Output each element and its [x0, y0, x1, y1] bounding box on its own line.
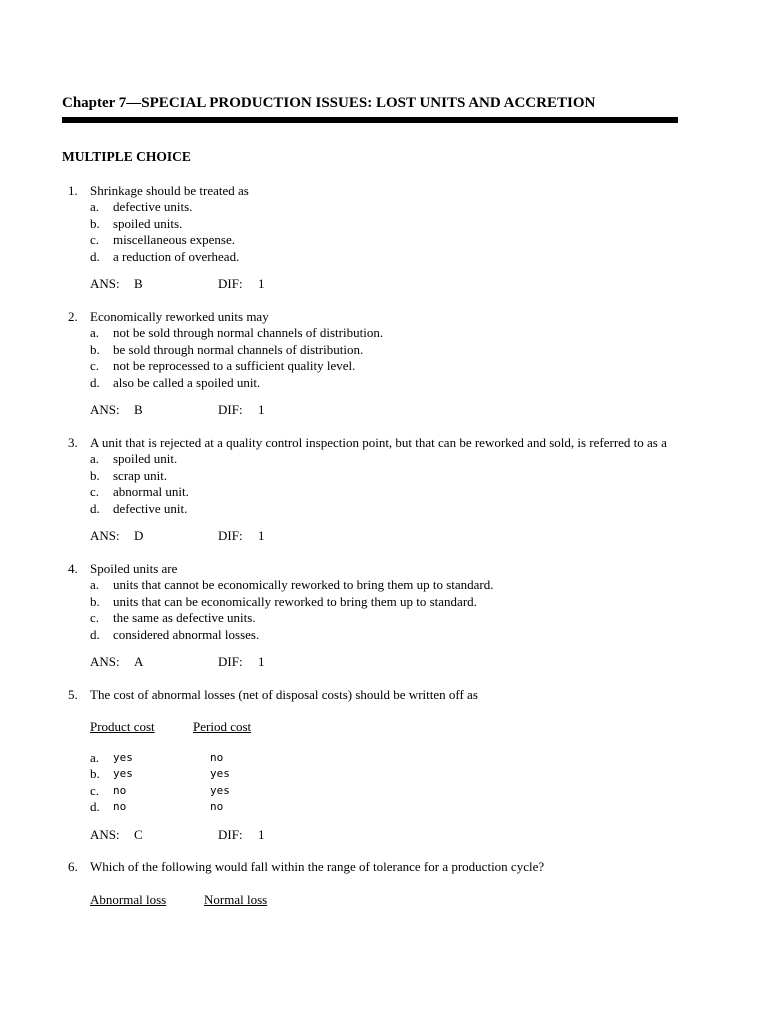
dif-value: 1	[258, 654, 265, 669]
answer-line	[90, 528, 678, 545]
choice-list	[90, 325, 678, 391]
answer-line	[90, 827, 678, 844]
choice-letter: d.	[90, 626, 100, 642]
question-text: The cost of abnormal losses (net of disposal costs) should be written off as	[90, 686, 478, 702]
choice-text: scrap unit.	[113, 467, 168, 483]
dif-label: DIF:	[218, 654, 243, 669]
choice-text: defective unit.	[113, 500, 188, 516]
ans-value: B	[134, 402, 143, 417]
section-heading: MULTIPLE CHOICE	[62, 149, 191, 164]
choice-letter: c.	[90, 782, 100, 798]
dif-value: 1	[258, 826, 265, 842]
question-stem	[62, 435, 678, 452]
choice-letter: c.	[90, 484, 100, 499]
ans-value: B	[134, 276, 143, 291]
dif-label: DIF:	[218, 402, 243, 417]
ans-label: ANS:	[90, 528, 120, 543]
ans-value: A	[134, 654, 144, 669]
choice-text: units that cannot be economically reworked to bring them up to standard.	[113, 577, 494, 592]
product-cost-value: yes	[113, 767, 133, 780]
choice-letter: c.	[90, 610, 100, 625]
choice-d	[90, 375, 678, 392]
choice-c	[90, 484, 678, 501]
choice-text: a reduction of overhead.	[113, 248, 240, 264]
question-3	[62, 435, 678, 545]
choice-a	[90, 199, 678, 216]
choice-list	[90, 199, 678, 265]
question-number: 2.	[68, 308, 78, 324]
choice-text: not be reprocessed to a sufficient quality level.	[113, 358, 356, 373]
choice-list	[90, 451, 678, 517]
choice-letter: d.	[90, 500, 100, 516]
choice-letter: a.	[90, 325, 100, 340]
choice-letter: a.	[90, 749, 100, 765]
question-1	[62, 183, 678, 293]
product-cost-value: yes	[113, 750, 133, 764]
choice-text: defective units.	[113, 199, 193, 214]
dif-value: 1	[258, 402, 265, 417]
question-stem	[62, 687, 678, 704]
choice-text: abnormal unit.	[113, 484, 189, 499]
period-cost-value: yes	[210, 783, 230, 797]
table-row-b	[90, 766, 678, 783]
ans-label: ANS:	[90, 402, 120, 417]
ans-value: D	[134, 528, 144, 543]
choice-letter: d.	[90, 248, 100, 264]
ans-label: ANS:	[90, 654, 120, 669]
choice-b	[90, 468, 678, 485]
choice-text: be sold through normal channels of distribution.	[113, 341, 364, 357]
choice-text: the same as defective units.	[113, 610, 256, 625]
answer-line	[90, 276, 678, 293]
choice-letter: d.	[90, 799, 100, 814]
answer-line	[90, 402, 678, 419]
column-header-abnormal-loss: Abnormal loss	[90, 891, 167, 907]
choice-text: spoiled units.	[113, 215, 183, 231]
choice-c	[90, 610, 678, 627]
question-stem	[62, 309, 678, 326]
period-cost-value: yes	[210, 767, 230, 780]
ans-label: ANS:	[90, 826, 120, 842]
choice-letter: b.	[90, 593, 100, 609]
choice-text: considered abnormal losses.	[113, 626, 260, 642]
question-number: 4.	[68, 560, 78, 576]
choice-c	[90, 358, 678, 375]
product-cost-value: no	[113, 800, 127, 813]
question-5	[62, 687, 678, 844]
table-row-a	[90, 750, 678, 767]
choice-d	[90, 627, 678, 644]
question-text: Shrinkage should be treated as	[90, 182, 249, 198]
choice-a	[90, 451, 678, 468]
choice-b	[90, 594, 678, 611]
question-stem	[62, 561, 678, 578]
question-text: Economically reworked units may	[90, 308, 269, 324]
answer-line	[90, 654, 678, 671]
choice-letter: a.	[90, 577, 100, 592]
answer-table-header	[90, 892, 678, 909]
question-number: 6.	[68, 859, 78, 874]
period-cost-value: no	[210, 750, 224, 764]
choice-text: not be sold through normal channels of distribution.	[113, 325, 384, 340]
choice-letter: a.	[90, 451, 100, 466]
question-stem	[62, 183, 678, 200]
choice-b	[90, 216, 678, 233]
choice-letter: b.	[90, 766, 100, 781]
product-cost-value: no	[113, 783, 127, 797]
choice-a	[90, 325, 678, 342]
dif-value: 1	[258, 528, 265, 543]
dif-value: 1	[258, 276, 265, 291]
question-4	[62, 561, 678, 671]
question-number: 3.	[68, 434, 78, 450]
dif-label: DIF:	[218, 826, 243, 842]
question-6	[62, 859, 678, 908]
choice-a	[90, 577, 678, 594]
choice-letter: b.	[90, 341, 100, 357]
column-header-product-cost: Product cost	[90, 719, 155, 734]
choice-list	[90, 577, 678, 643]
dif-label: DIF:	[218, 276, 243, 291]
choice-c	[90, 232, 678, 249]
choice-text: also be called a spoiled unit.	[113, 374, 261, 390]
document-page	[62, 94, 678, 924]
choice-text: spoiled unit.	[113, 451, 178, 466]
choice-d	[90, 249, 678, 266]
question-text: Spoiled units are	[90, 560, 178, 576]
choice-letter: a.	[90, 199, 100, 214]
column-header-period-cost: Period cost	[193, 719, 252, 734]
choice-b	[90, 342, 678, 359]
ans-value: C	[134, 826, 143, 842]
column-header-normal-loss: Normal loss	[204, 891, 268, 907]
question-text: A unit that is rejected at a quality control inspection point, but that can be reworked and sold, is referred to as a	[90, 434, 667, 450]
dif-label: DIF:	[218, 528, 243, 543]
choice-letter: c.	[90, 232, 100, 247]
choice-letter: b.	[90, 215, 100, 231]
period-cost-value: no	[210, 800, 224, 813]
chapter-title: Chapter 7—SPECIAL PRODUCTION ISSUES: LOST UNITS AND ACCRETION	[62, 95, 596, 111]
answer-table-header	[90, 719, 678, 736]
choice-letter: b.	[90, 467, 100, 483]
question-number: 5.	[68, 686, 78, 702]
table-row-c	[90, 783, 678, 800]
table-row-d	[90, 799, 678, 816]
choice-text: miscellaneous expense.	[113, 232, 236, 247]
choice-letter: d.	[90, 374, 100, 390]
question-text: Which of the following would fall within the range of tolerance for a production cycle?	[90, 859, 545, 874]
question-stem	[62, 859, 678, 876]
choice-d	[90, 501, 678, 518]
question-number: 1.	[68, 182, 78, 198]
title-rule	[62, 117, 678, 123]
choice-text: units that can be economically reworked to bring them up to standard.	[113, 593, 477, 609]
question-2	[62, 309, 678, 419]
ans-label: ANS:	[90, 276, 120, 291]
choice-letter: c.	[90, 358, 100, 373]
